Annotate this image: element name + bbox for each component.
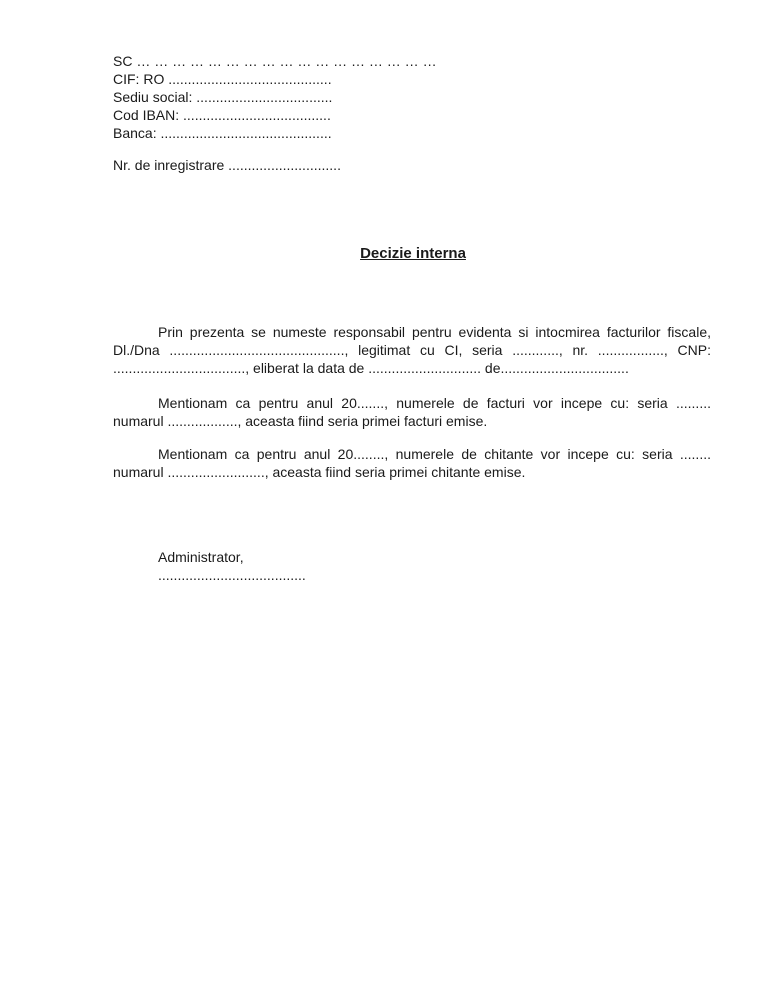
invoice-series-paragraph: Mentionam ca pentru anul 20......., numerele de facturi vor incepe cu: seria ......... numarul .................., aceasta fiind seria primei facturi emise. (113, 395, 711, 429)
cod-iban-line: Cod IBAN: ...................................... (113, 107, 331, 123)
signature-block (158, 548, 306, 584)
document-title: Decizie interna (360, 245, 466, 262)
sediu-social-line: Sediu social: ................................... (113, 89, 333, 105)
company-header (113, 52, 437, 142)
signature-line: ...................................... (158, 567, 306, 583)
receipt-series-paragraph: Mentionam ca pentru anul 20........, numerele de chitante vor incepe cu: seria ........ numarul ........................., aceasta fiind seria primei chitante emise. (113, 446, 711, 480)
signature-role: Administrator, (158, 549, 244, 565)
registration-number-line: Nr. de inregistrare ............................. (113, 157, 341, 173)
company-name-line: SC … … … … … … … … … … … … … … … … … (113, 53, 437, 69)
banca-line: Banca: ............................................ (113, 125, 332, 141)
cif-line: CIF: RO .......................................... (113, 71, 332, 87)
appointment-paragraph: Prin prezenta se numeste responsabil pentru evidenta si intocmirea facturilor fiscale, Dl./Dna ............................................., legitimat cu CI, seria ............, nr. ................., CNP: .................................., eliberat la data de ............................. de................................. (113, 324, 711, 376)
